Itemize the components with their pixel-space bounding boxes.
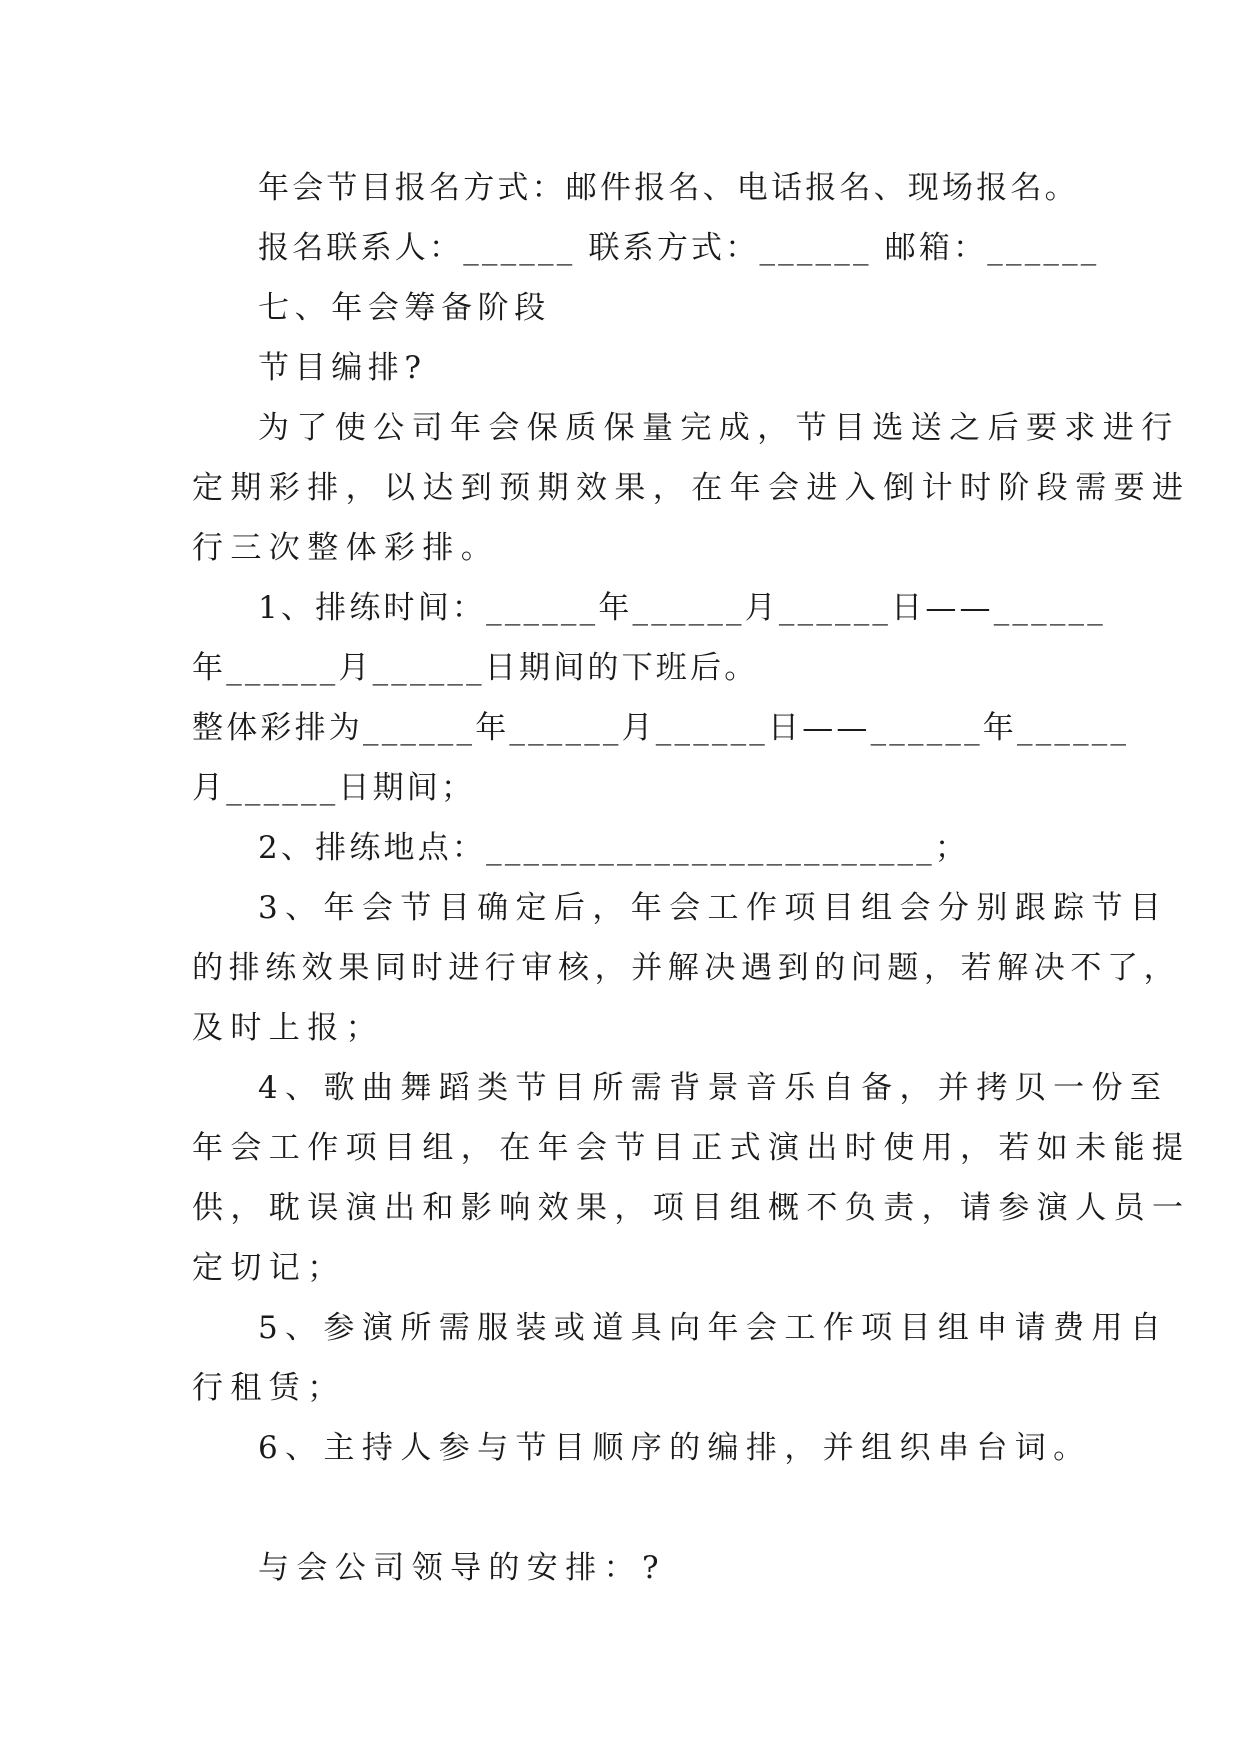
item-4-line-2: 年会工作项目组，在年会节目正式演出时使用，若如未能提 — [192, 1130, 1191, 1166]
paragraph-rehearsal-line-3: 行三次整体彩排。 — [192, 530, 500, 566]
item-6-line: 6、主持人参与节目顺序的编排，并组织串台词。 — [258, 1430, 1092, 1466]
registration-methods-line: 年会节目报名方式：邮件报名、电话报名、现场报名。 — [258, 170, 1079, 206]
subheading-program-arrangement: 节目编排? — [258, 350, 427, 386]
item-3-line-1: 3、年会节目确定后，年会工作项目组会分别跟踪节目 — [258, 890, 1169, 926]
item-3-line-2: 的排练效果同时进行审核，并解决遇到的问题，若解决不了， — [192, 950, 1181, 986]
rehearsal-location-line: 2、排练地点：________________________； — [258, 830, 970, 866]
full-rehearsal-line-1: 整体彩排为______年______月______日——______年______ — [192, 710, 1130, 746]
item-3-line-3: 及时上报； — [192, 1010, 384, 1046]
rehearsal-time-line-1: 1、排练时间：______年______月______日——______ — [258, 590, 1106, 626]
item-4-line-1: 4、歌曲舞蹈类节目所需背景音乐自备，并拷贝一份至 — [258, 1070, 1169, 1106]
paragraph-rehearsal-line-1: 为了使公司年会保质保量完成，节目选送之后要求进行 — [258, 410, 1180, 446]
section-heading-preparation: 七、年会筹备阶段 — [258, 290, 551, 326]
rehearsal-time-line-2: 年______月______日期间的下班后。 — [192, 650, 759, 686]
registration-contact-line: 报名联系人：______ 联系方式：______ 邮箱：______ — [258, 230, 1100, 266]
leadership-arrangement-heading: 与会公司领导的安排：? — [258, 1550, 667, 1586]
full-rehearsal-line-2: 月______日期间； — [192, 770, 476, 806]
item-4-line-4: 定切记； — [192, 1250, 346, 1286]
paragraph-rehearsal-line-2: 定期彩排，以达到预期效果，在年会进入倒计时阶段需要进 — [192, 470, 1191, 506]
item-5-line-1: 5、参演所需服装或道具向年会工作项目组申请费用自 — [258, 1310, 1169, 1346]
item-5-line-2: 行租赁； — [192, 1370, 346, 1406]
item-4-line-3: 供，耽误演出和影响效果，项目组概不负责，请参演人员一 — [192, 1190, 1191, 1226]
